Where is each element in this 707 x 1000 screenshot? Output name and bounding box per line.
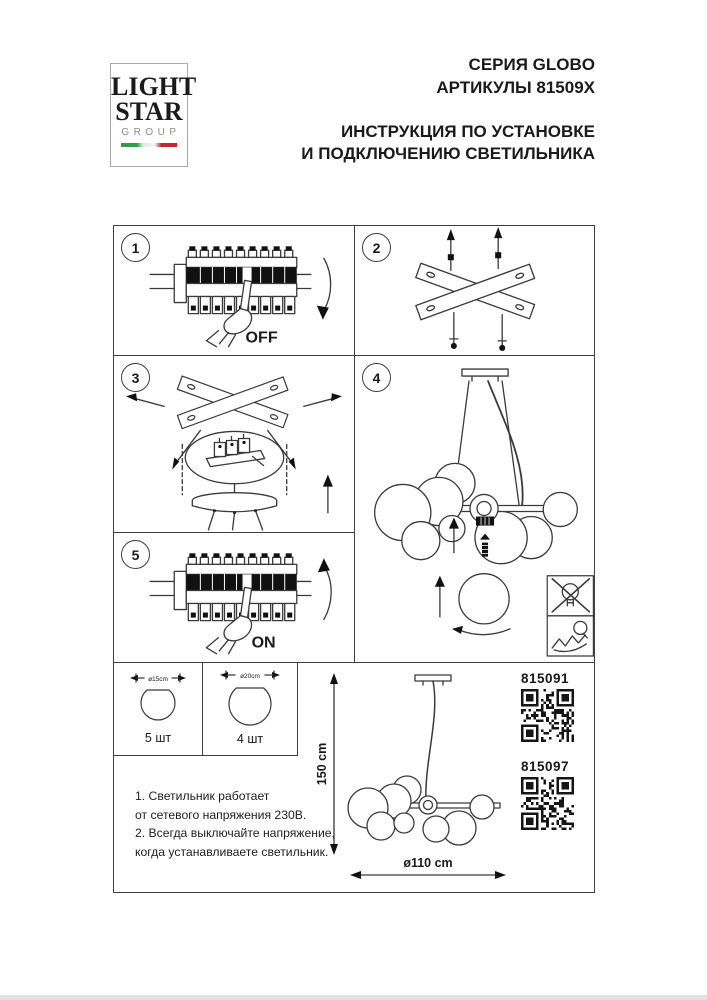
globe-large-qty: 4 шт — [236, 732, 264, 746]
height-label: 150 cm — [315, 742, 329, 786]
lightstar-logo — [110, 63, 197, 167]
step-2-panel — [355, 226, 594, 356]
up-arrow-icon — [323, 475, 333, 513]
ceiling-canopy — [192, 493, 276, 530]
article-qr-1 — [521, 671, 583, 742]
step-1-panel — [114, 226, 355, 356]
italian-flag-stripe — [121, 143, 177, 147]
step-3-panel — [114, 356, 355, 533]
article-code-2: 815097 — [521, 759, 570, 774]
curved-arrow-down-icon — [317, 258, 331, 319]
article-qr-2 — [521, 759, 583, 830]
globe-small-box — [114, 663, 203, 756]
qr-code-1 — [521, 689, 574, 742]
logo-light: LIGHT — [111, 72, 197, 101]
chandelier-small — [348, 675, 500, 845]
step-5-illustration — [114, 533, 354, 662]
spec-panel — [114, 663, 594, 892]
title-line-2: И ПОДКЛЮЧЕНИЮ СВЕТИЛЬНИКА — [301, 144, 595, 163]
step-3-number: 3 — [121, 363, 150, 392]
curved-arrow-up-icon — [318, 558, 331, 619]
step-1-number: 1 — [121, 233, 150, 262]
globe-large-drawing — [213, 668, 287, 730]
note-line: 1. Светильник работает — [135, 789, 270, 803]
terminal-block-magnifier — [185, 431, 283, 483]
globe-small-diameter: ø15cm — [148, 676, 168, 683]
note-line: когда устанавливаете светильник. — [135, 844, 329, 859]
page-title — [301, 121, 595, 165]
logo-star: STAR — [115, 97, 183, 126]
chandelier-illustration — [375, 369, 578, 564]
series-block — [436, 53, 595, 99]
height-dimension — [330, 673, 338, 855]
note-line: от сетевого напряжения 230В. — [135, 807, 307, 822]
step-3-illustration — [114, 356, 354, 532]
logo-group: GROUP — [121, 127, 181, 138]
globe-large-box — [203, 663, 298, 756]
screw-icon — [450, 313, 506, 351]
globe-large-diameter: ø20cm — [240, 673, 260, 680]
screw-icon — [447, 227, 502, 270]
step-1-illustration — [114, 226, 354, 355]
step-5-number: 5 — [121, 540, 150, 569]
step-4-panel — [355, 356, 594, 663]
dimension-drawing — [312, 667, 512, 891]
step-4-illustration — [355, 356, 594, 662]
step-1-label: OFF — [245, 328, 278, 347]
series-line: СЕРИЯ GLOBO — [468, 55, 595, 74]
rotate-arrow-icon — [452, 626, 510, 635]
title-line-1: ИНСТРУКЦИЯ ПО УСТАНОВКЕ — [340, 122, 595, 141]
width-dimension — [350, 871, 506, 879]
safety-notes — [135, 787, 335, 861]
page-edge-shadow — [0, 995, 707, 1000]
step-4-number: 4 — [362, 363, 391, 392]
step-2-number: 2 — [362, 233, 391, 262]
use-cloth-icon — [547, 616, 593, 656]
note-line: 2. Всегда выключайте напряжение, — [135, 826, 335, 840]
step-5-label: ON — [251, 633, 276, 652]
globe-small-qty: 5 шт — [144, 731, 172, 745]
step-5-panel — [114, 533, 355, 663]
up-arrow-icon — [435, 576, 445, 617]
width-label: ø110 cm — [403, 856, 453, 870]
qr-code-image — [521, 689, 574, 742]
qr-code-image — [521, 777, 574, 830]
article-code-1: 815091 — [521, 671, 570, 686]
no-bare-bulb-icon — [547, 576, 593, 616]
qr-code-2 — [521, 777, 574, 830]
globe-small-drawing — [125, 671, 191, 729]
glass-globe — [459, 574, 509, 624]
articles-line: АРТИКУЛЫ 81509X — [436, 78, 595, 97]
instruction-table — [113, 225, 595, 893]
